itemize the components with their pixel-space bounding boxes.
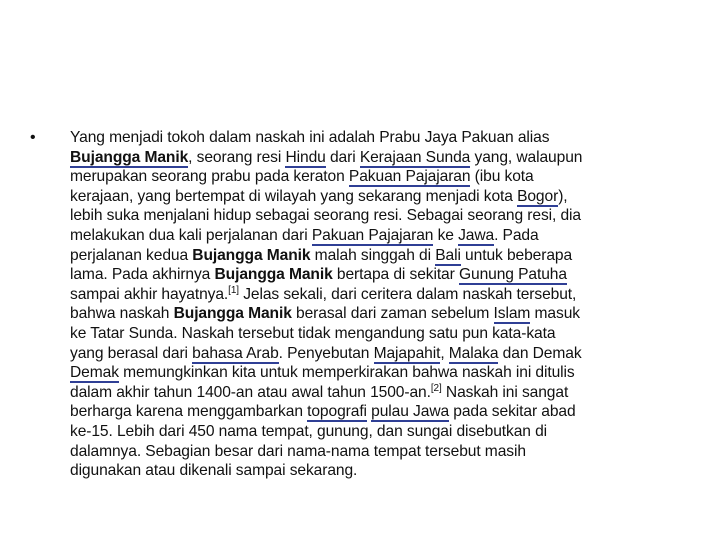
text-run: malah singgah di [310,246,436,264]
hyperlink[interactable]: Hindu [285,148,326,166]
hyperlink[interactable]: Jawa [458,226,495,244]
text-run: melakukan dua kali perjalanan dari [70,226,312,244]
text-run: pada sekitar abad [449,403,576,421]
text-run: bahwa naskah [70,305,174,323]
hyperlink[interactable]: bahasa Arab [192,344,279,362]
hyperlink[interactable]: Bujangga Manik [70,148,189,166]
text-run: yang, walaupun [470,148,583,166]
hyperlink[interactable]: Pakuan Pajajaran [311,226,434,244]
bold-text: Bujangga Manik [192,246,311,264]
text-line [70,246,682,266]
text-run: (ibu kota [470,168,534,186]
hyperlink[interactable]: Malaka [448,344,499,362]
text-run: . Pada [494,226,539,244]
bold-text: Bujangga Manik [214,266,333,284]
bullet-paragraph [70,128,682,481]
hyperlink[interactable]: Bali [435,246,461,264]
hyperlink[interactable]: topografi [307,403,367,421]
text-line [70,304,682,324]
text-line [70,265,682,285]
text-run: merupakan seorang prabu pada keraton [70,168,349,186]
text-run: untuk beberapa [460,246,573,264]
text-run: sampai akhir hayatnya. [70,285,229,303]
hyperlink[interactable]: Gunung Patuha [458,266,567,284]
text-line [70,167,682,187]
text-run: dan Demak [498,344,582,362]
footnote-ref[interactable]: [1] [228,284,239,296]
text-run: berasal dari zaman sebelum [291,305,494,323]
text-line [70,442,682,462]
footnote-ref[interactable]: [2] [430,382,442,394]
text-run: Jelas sekali, dari ceritera dalam naskah tersebut, [238,285,577,303]
text-run: ke-15. Lebih dari 450 nama tempat, gunung, dan sungai disebutkan di [70,422,548,440]
text-line [70,324,682,344]
text-run: . Penyebutan [278,344,374,362]
text-run: lama. Pada akhirnya [70,266,215,284]
text-run: perjalanan kedua [70,246,193,264]
text-run: dalam akhir tahun 1400-an atau awal tahun 1500-an. [70,383,431,401]
text-line [70,461,682,481]
text-run: , [440,344,449,362]
text-run: yang berasal dari [70,344,193,362]
text-run: memungkinkan kita untuk memperkirakan bahwa naskah ini ditulis [118,364,575,382]
text-line [70,226,682,246]
text-run: ), [558,187,568,205]
text-run: ke [433,226,459,244]
text-line [70,422,682,442]
text-run: bertapa di sekitar [332,266,459,284]
text-line [70,187,682,207]
hyperlink[interactable]: Demak [70,364,119,382]
text-run: masuk [530,305,580,323]
bold-text: Bujangga Manik [173,305,292,323]
text-line [70,383,682,403]
hyperlink[interactable]: Pakuan Pajajaran [348,168,471,186]
text-run: , seorang resi [188,148,286,166]
text-run: Yang menjadi tokoh dalam naskah ini adalah Prabu Jaya Pakuan alias [70,129,550,146]
text-run: dalamnya. Sebagian besar dari nama-nama tempat tersebut masih [70,442,526,460]
text-run: berharga karena menggambarkan [70,403,308,421]
hyperlink[interactable]: pulau Jawa [371,403,450,421]
text-line [70,363,682,383]
text-line [70,128,682,148]
text-line [70,148,682,168]
hyperlink[interactable]: Islam [493,305,531,323]
hyperlink[interactable]: Majapahit [373,344,441,362]
text-run: kerajaan, yang bertempat di wilayah yang sekarang menjadi kota [70,187,518,205]
text-line [70,206,682,226]
text-run: dari [325,148,360,166]
text-line [70,285,682,305]
hyperlink[interactable]: Kerajaan Sunda [359,148,471,166]
text-line [70,402,682,422]
text-run: Naskah ini sangat [441,383,569,401]
bullet-dot: • [30,129,36,146]
text-run: digunakan atau dikenali sampai sekarang. [70,462,358,480]
text-run: lebih suka menjalani hidup sebagai seorang resi. Sebagai seorang resi, dia [70,207,581,225]
text-run: ke Tatar Sunda. Naskah tersebut tidak mengandung satu pun kata-kata [70,324,556,342]
text-line [70,344,682,364]
hyperlink[interactable]: Bogor [517,187,559,205]
